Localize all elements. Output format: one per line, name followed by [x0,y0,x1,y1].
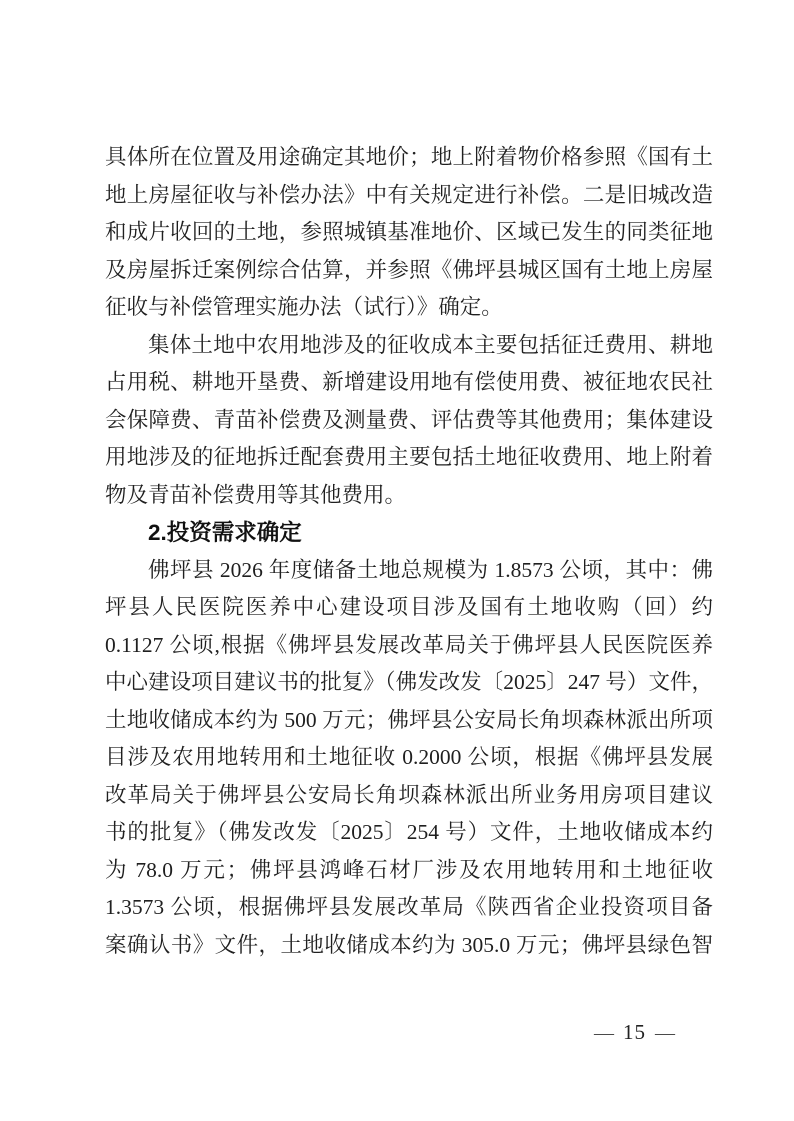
text-line: 0.1127 公顷,根据《佛坪县发展改革局关于佛坪县人民医院医养 [105,632,713,657]
text-line: 具体所在位置及用途确定其地价；地上附着物价格参照《国有土 [105,145,713,169]
text-line: 物及青苗补偿费用等其他费用。 [105,482,407,507]
text-line: 1.3573 公顷，根据佛坪县发展改革局《陕西省企业投资项目备 [105,895,713,919]
text-line: 征收与补偿管理实施办法（试行）》确定。 [105,295,503,319]
text-line: 集体土地中农用地涉及的征收成本主要包括征迁费用、耕地 [148,332,713,357]
document-body [105,139,713,964]
text-line: 占用税、耕地开垦费、新增建设用地有偿使用费、被征地农民社 [105,370,713,394]
paragraph [105,552,713,965]
text-line: 及房屋拆迁案例综合估算，并参照《佛坪县城区国有土地上房屋 [105,257,713,282]
footer-dash-left: — [594,1022,614,1044]
text-line: 案确认书》文件，土地收储成本约为 305.0 万元；佛坪县绿色智 [105,932,713,957]
paragraph [105,139,713,327]
text-line: 改革局关于佛坪县公安局长角坝森林派出所业务用房项目建议 [105,782,713,807]
text-line: 用地涉及的征地拆迁配套费用主要包括土地征收费用、地上附着 [105,445,713,469]
section-heading: 2.投资需求确定 [148,520,302,545]
text-line: 佛坪县 2026 年度储备土地总规模为 1.8573 公顷，其中：佛 [148,557,713,582]
text-line: 坪县人民医院医养中心建设项目涉及国有土地收购（回）约 [105,595,713,619]
paragraph [105,327,713,515]
page-number: 15 [623,1020,646,1044]
text-line: 会保障费、青苗补偿费及测量费、评估费等其他费用；集体建设 [105,407,713,432]
text-line: 地上房屋征收与补偿办法》中有关规定进行补偿。二是旧城改造 [105,182,713,207]
text-line: 目涉及农用地转用和土地征收 0.2000 公顷，根据《佛坪县发展 [105,745,713,769]
text-line: 和成片收回的土地，参照城镇基准地价、区域已发生的同类征地 [105,220,713,244]
text-line: 中心建设项目建议书的批复》（佛发改发〔2025〕247 号）文件， [105,670,713,694]
page-footer [585,1019,684,1045]
text-line: 为 78.0 万元；佛坪县鸿峰石材厂涉及农用地转用和土地征收 [105,857,713,882]
text-line: 书的批复》（佛发改发〔2025〕254 号）文件，土地收储成本约 [105,820,713,844]
text-line: 土地收储成本约为 500 万元；佛坪县公安局长角坝森林派出所项 [105,707,713,732]
footer-dash-right: — [655,1022,675,1044]
